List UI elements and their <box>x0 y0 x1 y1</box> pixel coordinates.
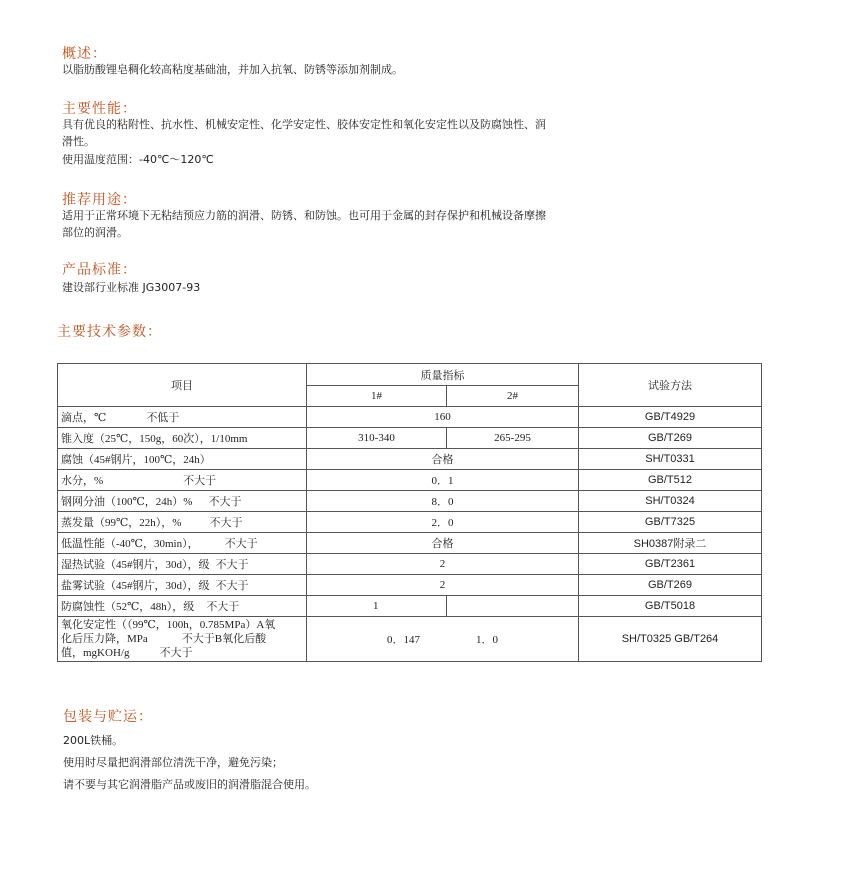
row-limit: 不大于 <box>224 538 258 550</box>
row-value: 160 <box>307 407 579 428</box>
performance-line-2: 滑性。 <box>62 135 95 148</box>
performance-line-1: 具有优良的粘附性、抗水性、机械安定性、化学安定性、胶体安定性和氧化安定性以及防腐蚀性、润 <box>62 118 546 131</box>
overview-text: 以脂肪酸锂皂稠化较高粘度基础油，并加入抗氧、防锈等添加剂制成。 <box>62 63 403 76</box>
row-method: GB/T2361 <box>579 554 762 575</box>
header-row <box>58 364 762 386</box>
standard-text: 建设部行业标准 JG3007-93 <box>62 281 201 294</box>
row-item <box>58 407 307 428</box>
row-limit: 不大于 <box>159 647 193 659</box>
header-grade-1: 1# <box>307 386 447 407</box>
row-limit: 不大于 <box>215 559 249 571</box>
row-value: 2．0 <box>307 512 579 533</box>
row-item <box>58 491 307 512</box>
header-grade-2: 2# <box>447 386 579 407</box>
row-item-line-3-wrap <box>61 646 303 660</box>
row-method: SH/T0331 <box>579 449 762 470</box>
row-item-text: 滴点，℃ <box>61 412 107 424</box>
overview-heading: 概述： <box>62 46 107 62</box>
row-value: 8．0 <box>307 491 579 512</box>
row-value-pair <box>307 617 579 662</box>
row-value: 0．1 <box>307 470 579 491</box>
row-value: 2 <box>307 554 579 575</box>
packaging-heading: 包装与贮运： <box>63 709 153 725</box>
row-item-line-1: 氧化安定性（（99℃，100h，0.785MPa）A氧 <box>61 619 276 631</box>
row-method: SH/T0325 GB/T264 <box>579 617 762 662</box>
row-item-text: 钢网分油（100℃，24h）% <box>61 496 193 508</box>
row-limit: 不大于 <box>183 475 217 487</box>
row-item-text: 防腐蚀性（52℃，48h），级 <box>61 601 195 613</box>
header-item: 项目 <box>58 364 307 407</box>
row-item-text: 低温性能（-40℃，30min）， <box>61 538 199 550</box>
tech-params-heading: 主要技术参数： <box>57 324 162 340</box>
row-item <box>58 533 307 554</box>
row-value: 合格 <box>307 449 579 470</box>
row-limit: 不大于 <box>215 580 249 592</box>
row-item <box>58 617 307 662</box>
table-row <box>58 533 762 554</box>
row-method: GB/T5018 <box>579 596 762 617</box>
performance-heading: 主要性能： <box>62 101 137 117</box>
table-row <box>58 575 762 596</box>
row-item <box>58 554 307 575</box>
row-value: 2 <box>307 575 579 596</box>
row-method: GB/T269 <box>579 575 762 596</box>
row-value: 合格 <box>307 533 579 554</box>
header-quality: 质量指标 <box>307 364 579 386</box>
row-value-1: 310-340 <box>307 428 447 449</box>
row-item-line-2: 化后压力降，MPa <box>61 633 148 645</box>
row-item <box>58 512 307 533</box>
packaging-line-2: 使用时尽量把润滑部位清洗干净，避免污染； <box>63 756 283 769</box>
packaging-line-1: 200L铁桶。 <box>63 734 124 747</box>
spec-table <box>57 363 762 662</box>
row-limit: 不大于 <box>208 496 242 508</box>
row-method: SH0387附录二 <box>579 533 762 554</box>
table-row <box>58 407 762 428</box>
row-limit: 不低于 <box>146 412 180 424</box>
row-method: GB/T269 <box>579 428 762 449</box>
header-method: 试验方法 <box>579 364 762 407</box>
packaging-line-3: 请不要与其它润滑脂产品或废旧的润滑脂混合使用。 <box>63 778 316 791</box>
row-method: GB/T7325 <box>579 512 762 533</box>
table-row <box>58 470 762 491</box>
row-item-text: 湿热试验（45#钢片，30d），级 <box>61 559 210 571</box>
temperature-range: 使用温度范围：-40℃～120℃ <box>62 153 214 166</box>
usage-line-1: 适用于正常环境下无粘结预应力筋的润滑、防锈、和防蚀。也可用于金属的封存保护和机械设备摩擦 <box>62 209 546 222</box>
usage-line-2: 部位的润滑。 <box>62 226 128 239</box>
row-item <box>58 470 307 491</box>
row-value-2: 265-295 <box>447 428 579 449</box>
table-row <box>58 449 762 470</box>
row-method: GB/T512 <box>579 470 762 491</box>
row-method: GB/T4929 <box>579 407 762 428</box>
row-item <box>58 596 307 617</box>
row-limit: 不大于 <box>206 601 240 613</box>
usage-heading: 推荐用途： <box>62 192 137 208</box>
row-value-1: 1 <box>307 596 447 617</box>
row-item-text: 蒸发量（99℃，22h），% <box>61 517 182 529</box>
row-item-text: 水分，% <box>61 475 104 487</box>
row-item-line-2-wrap <box>61 632 303 646</box>
standard-heading: 产品标准： <box>62 262 137 278</box>
row-value-a: 0．147 <box>387 634 420 646</box>
row-item-line-3: 值，mgKOH/g <box>61 647 130 659</box>
row-value-2 <box>447 596 579 617</box>
table-row <box>58 554 762 575</box>
row-item-text: 盐雾试验（45#钢片，30d），级 <box>61 580 210 592</box>
table-row <box>58 596 762 617</box>
row-limit: 不大于 <box>209 517 243 529</box>
row-item <box>58 575 307 596</box>
table-row <box>58 617 762 662</box>
row-method: SH/T0324 <box>579 491 762 512</box>
row-value-b: 1．0 <box>476 634 498 646</box>
table-row <box>58 428 762 449</box>
row-item: 腐蚀（45#钢片，100℃，24h） <box>58 449 307 470</box>
row-item: 锥入度（25℃，150g，60次），1/10mm <box>58 428 307 449</box>
table-row <box>58 512 762 533</box>
table-row <box>58 491 762 512</box>
row-limit: 不大于B氧化后酸 <box>181 633 267 645</box>
